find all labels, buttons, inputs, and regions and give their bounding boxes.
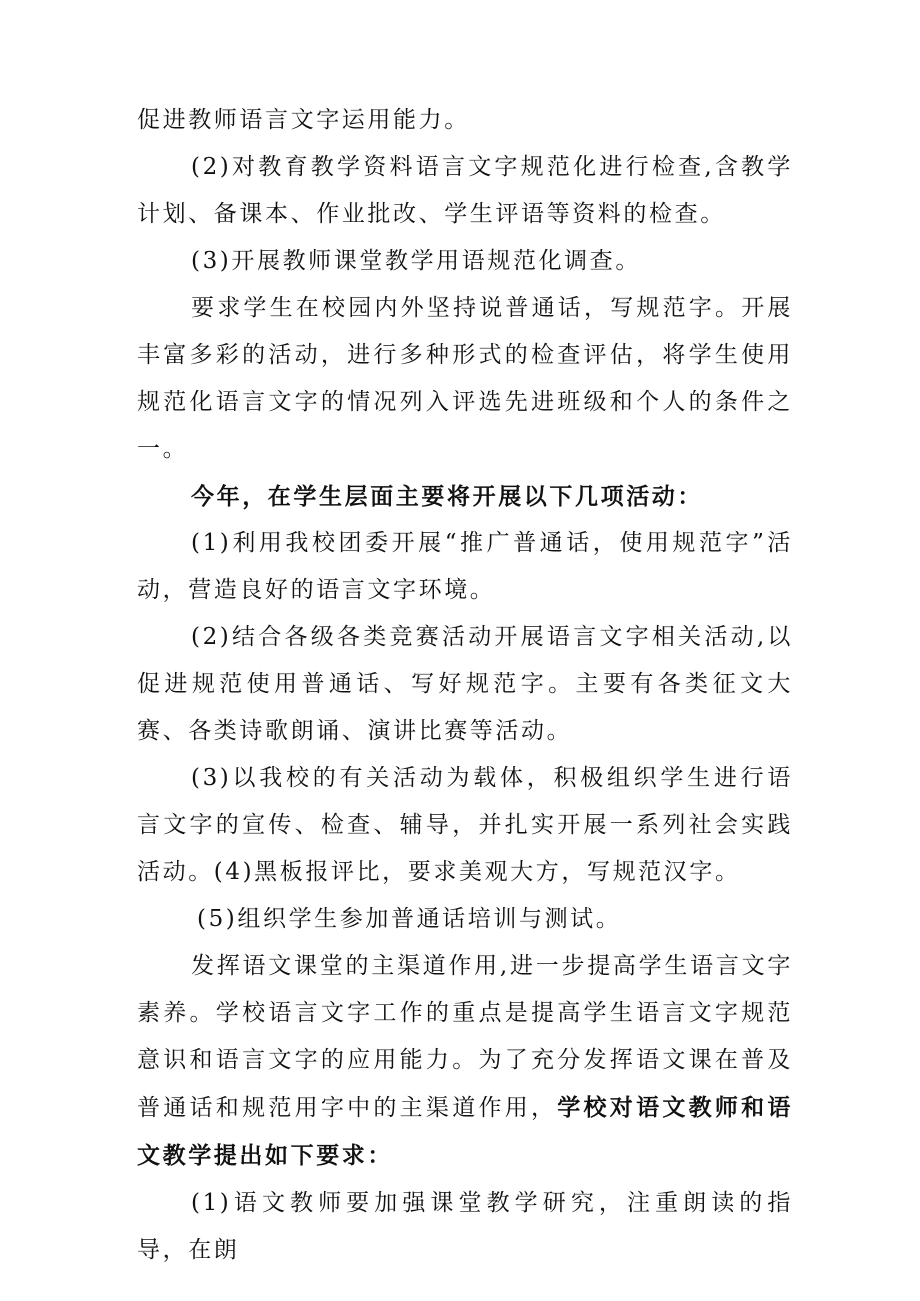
paragraph-2: (2)对教育教学资料语言文字规范化进行检查,含教学计划、备课本、作业批改、学生评语等资料的检查。 [137,154,793,227]
paragraph-11: (1)语文教师要加强课堂教学研究，注重朗读的指导，在朗 [137,1190,793,1263]
paragraph-10 [137,943,793,1180]
paragraph-10-normal: 发挥语文课堂的主渠道作用,进一步提高学生语言文字素养。学校语言文字工作的重点是提高学生语言文字规范意识和语言文字的应用能力。为了充分发挥语文课在普及普通话和规范用字中的主渠道作用， [137,953,793,1121]
document-body [137,97,793,1274]
paragraph-7: (2)结合各级各类竞赛活动开展语言文字相关活动,以促进规范使用普通话、写好规范字。主要有各类征文大赛、各类诗歌朗诵、演讲比赛等活动。 [137,624,793,744]
paragraph-8: (3)以我校的有关活动为载体，积极组织学生进行语言文字的宣传、检查、辅导，并扎实开展一系列社会实践活动。(4)黑板报评比，要求美观大方，写规范汉字。 [137,765,793,885]
paragraph-6: (1)利用我校团委开展“推广普通话，使用规范字”活动，营造良好的语言文字环境。 [137,530,793,603]
paragraph-5-heading: 今年，在学生层面主要将开展以下几项活动： [191,483,703,510]
paragraph-4: 要求学生在校园内外坚持说普通话，写规范字。开展丰富多彩的活动，进行多种形式的检查评估，将学生使用规范化语言文字的情况列入评选先进班级和个人的条件之一。 [137,295,793,462]
paragraph-3: (3)开展教师课堂教学用语规范化调查。 [191,248,641,274]
paragraph-9: (5)组织学生参加普通话培训与测试。 [197,906,622,932]
paragraph-10-bold: 学校对语文教师和语文教学提出如下要求： [137,1094,793,1169]
paragraph-1: 促进教师语言文字运用能力。 [137,107,470,133]
